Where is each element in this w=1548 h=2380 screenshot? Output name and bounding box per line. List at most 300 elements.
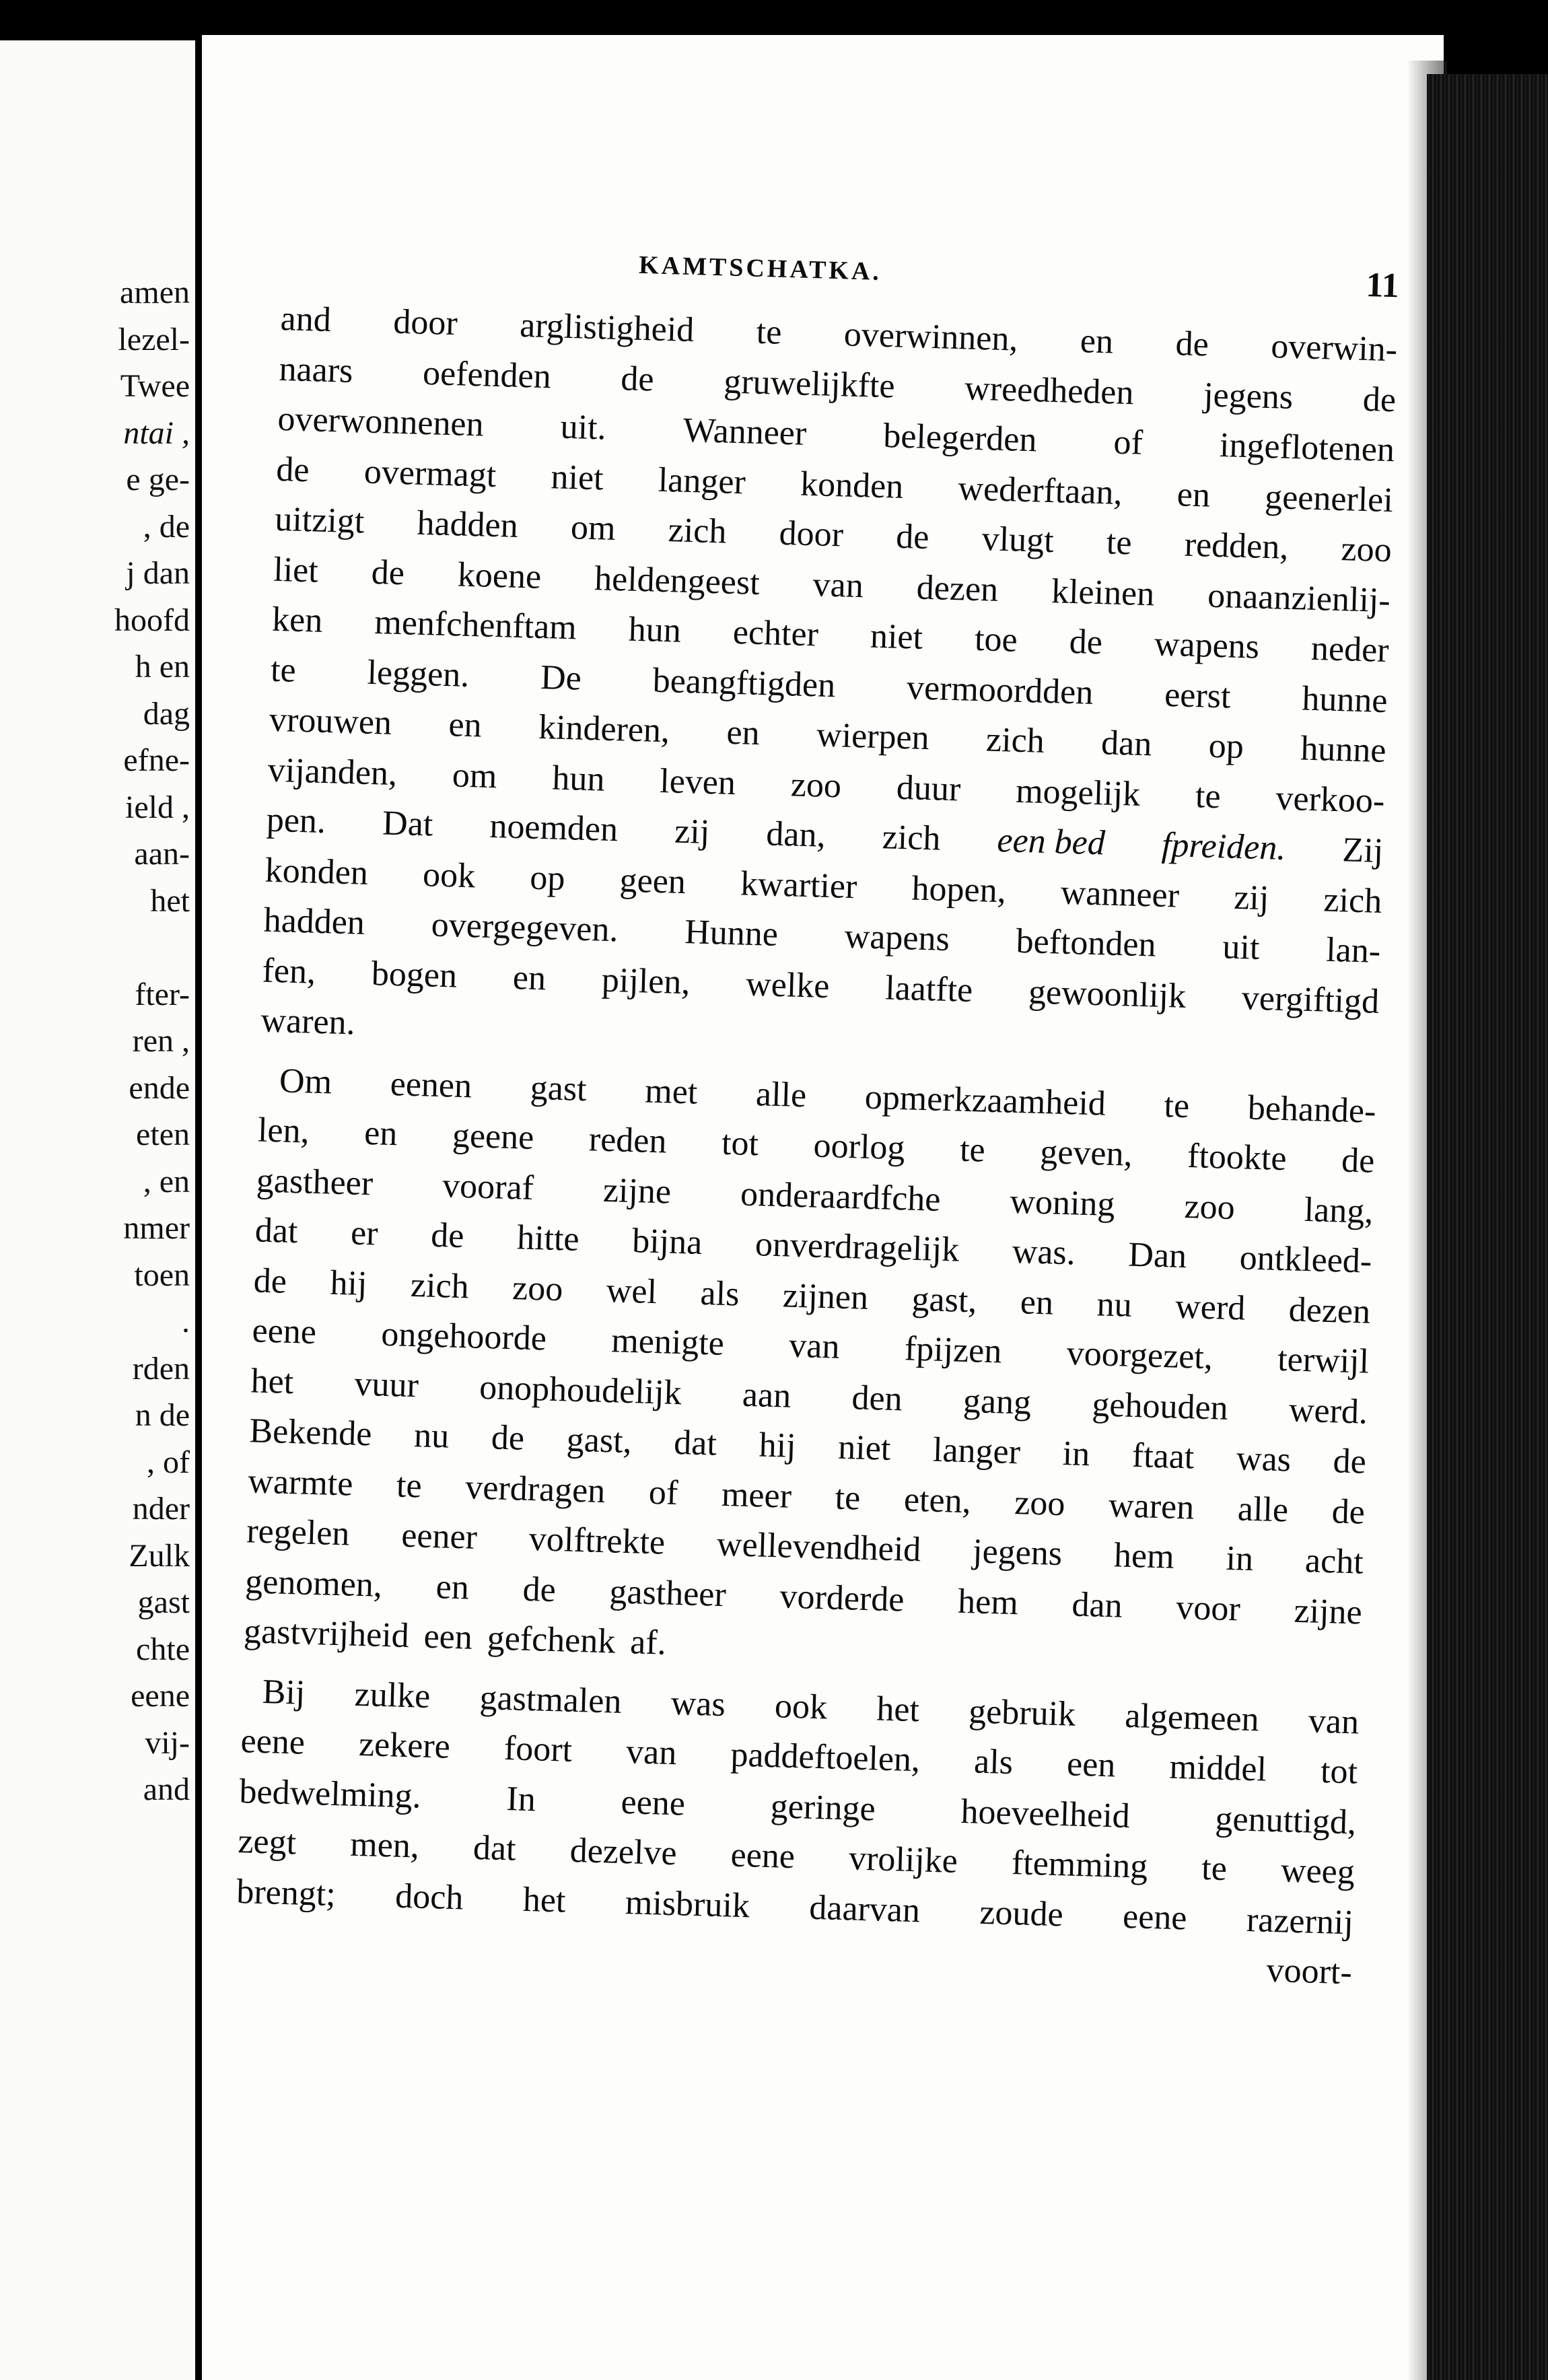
word: in xyxy=(1225,1539,1254,1579)
word: het xyxy=(522,1880,567,1920)
word: hoeveelheid xyxy=(960,1792,1131,1835)
word: nu xyxy=(1096,1284,1133,1325)
word: onophoudelijk xyxy=(479,1368,682,1412)
word: overwin- xyxy=(1270,327,1398,370)
word: onverdragelijk xyxy=(754,1225,960,1269)
word: dezelve xyxy=(569,1831,678,1873)
word: regelen xyxy=(246,1512,351,1553)
word: Wanneer xyxy=(682,411,808,453)
word: beftonden xyxy=(1015,921,1157,965)
left-fragment-line: vij- xyxy=(145,1724,190,1761)
word: gewoonlijk xyxy=(1028,972,1187,1016)
word: zich xyxy=(881,818,942,858)
word: wellevendheid xyxy=(716,1525,922,1570)
word: gruwelijkfte xyxy=(723,361,896,405)
word: was xyxy=(1236,1439,1292,1479)
word: zij xyxy=(674,812,711,852)
word: een bed xyxy=(996,821,1106,863)
word: of xyxy=(1113,423,1144,462)
word: langer xyxy=(932,1430,1021,1472)
word: dan, xyxy=(765,814,826,855)
word: jegens xyxy=(972,1532,1063,1574)
word: en xyxy=(1020,1282,1054,1323)
word: voor xyxy=(1175,1588,1241,1629)
word: en xyxy=(512,958,547,998)
word: fpreiden. xyxy=(1161,825,1287,868)
word: er xyxy=(350,1214,379,1253)
word: konden xyxy=(265,851,369,893)
word: vooraf xyxy=(442,1166,534,1208)
word: de xyxy=(430,1216,465,1256)
word: hunne xyxy=(1300,729,1387,771)
word: reden xyxy=(588,1120,668,1161)
word: wreedheden xyxy=(964,368,1135,412)
word: leggen. xyxy=(366,653,470,695)
word: fen, xyxy=(261,951,316,991)
word: vorderde xyxy=(779,1576,905,1619)
word: de xyxy=(253,1261,287,1301)
word: algemeen xyxy=(1124,1696,1260,1739)
word: Bij xyxy=(261,1672,306,1712)
word: zoude xyxy=(979,1893,1064,1934)
word: and xyxy=(279,299,332,340)
word: waren xyxy=(1108,1485,1195,1527)
word: de xyxy=(620,359,655,398)
word: eene xyxy=(1122,1897,1188,1937)
word: zich xyxy=(410,1265,470,1306)
word: neder xyxy=(1310,629,1390,670)
word: Om xyxy=(279,1061,332,1102)
word: vergiftigd xyxy=(1241,978,1380,1021)
word: vrouwen xyxy=(269,700,392,742)
word: Zij xyxy=(1341,831,1384,871)
word: acht xyxy=(1304,1541,1364,1582)
left-fragment-line: ren , xyxy=(132,1023,190,1059)
book-edge xyxy=(1427,74,1548,2380)
word: of xyxy=(648,1473,679,1512)
word: kleinen xyxy=(1051,571,1156,613)
word: verkoo- xyxy=(1275,779,1386,820)
word: fpijzen xyxy=(904,1329,1003,1371)
word: om xyxy=(570,508,617,548)
word: te xyxy=(1201,1849,1228,1889)
word: te xyxy=(756,312,783,352)
left-fragment-line: ntai , xyxy=(123,415,190,451)
word: ongehoorde xyxy=(380,1315,547,1358)
word: weeg xyxy=(1280,1851,1356,1892)
word: kwartier xyxy=(740,864,858,906)
word: oorlog xyxy=(812,1126,906,1168)
word: opmerkzaamheid xyxy=(864,1078,1106,1123)
word: gast, xyxy=(911,1280,978,1320)
word: zoo xyxy=(1014,1483,1066,1523)
word: en xyxy=(435,1567,470,1607)
word: wierpen xyxy=(816,715,930,758)
word: volftrekte xyxy=(528,1519,666,1562)
word: de xyxy=(1069,622,1103,662)
word: de xyxy=(1331,1492,1366,1532)
word: uit xyxy=(1222,928,1261,967)
word: was xyxy=(670,1683,726,1724)
word: zulke xyxy=(353,1675,431,1716)
left-fragment-line: j dan xyxy=(126,555,190,591)
word: gang xyxy=(962,1381,1032,1422)
word: gastheer xyxy=(256,1160,374,1203)
word: liet xyxy=(273,550,319,590)
word: alle xyxy=(1237,1489,1289,1529)
word: eene xyxy=(620,1782,686,1823)
word: langer xyxy=(658,460,746,501)
word: bijna xyxy=(631,1222,703,1262)
word: dezen xyxy=(916,568,999,609)
word: geenerlei xyxy=(1264,477,1394,520)
word: als xyxy=(973,1742,1014,1782)
word: laatfte xyxy=(884,968,974,1010)
word: de xyxy=(522,1570,557,1609)
left-fragment-line: efne- xyxy=(123,742,190,778)
word: nu xyxy=(413,1416,450,1456)
word: dan xyxy=(1100,724,1153,764)
left-fragment-line: eene xyxy=(131,1678,190,1714)
word: het xyxy=(250,1361,294,1401)
word: beangftigden xyxy=(652,661,836,705)
word: van xyxy=(625,1733,678,1773)
body-text xyxy=(234,294,1398,1998)
word: ingeflotenen xyxy=(1219,426,1395,470)
word: werd xyxy=(1174,1287,1246,1328)
left-page-fragment xyxy=(0,40,195,2380)
word: eener xyxy=(400,1516,478,1557)
left-fragment-line: chte xyxy=(136,1631,190,1667)
left-fragment-line: ield , xyxy=(125,789,190,825)
word: te xyxy=(1163,1086,1190,1125)
left-fragment-line: nder xyxy=(132,1491,190,1527)
word: Hunne xyxy=(684,913,779,954)
word: met xyxy=(644,1072,699,1112)
left-fragment-line: aan- xyxy=(134,836,190,872)
word: in xyxy=(1061,1434,1091,1474)
word: tot xyxy=(1320,1751,1358,1792)
word: genuttigd, xyxy=(1214,1799,1357,1842)
word: van xyxy=(812,565,864,605)
word: een xyxy=(423,1617,473,1657)
word: tot xyxy=(721,1123,759,1164)
word: leven xyxy=(659,761,736,802)
word: was. xyxy=(1012,1232,1076,1273)
word: men, xyxy=(349,1825,420,1866)
word: menigte xyxy=(610,1321,725,1363)
left-fragment-line: Zulk xyxy=(129,1537,190,1574)
left-fragment-line: lezel- xyxy=(118,321,190,357)
page-number: 11 xyxy=(1365,265,1400,306)
left-fragment-line: hoofd xyxy=(114,602,190,638)
word: echter xyxy=(732,612,819,654)
word: onderaardfche xyxy=(740,1175,942,1219)
word: ftemming xyxy=(1011,1844,1148,1886)
word: overmagt xyxy=(363,452,497,495)
word: ftaat xyxy=(1131,1436,1195,1477)
word: oefenden xyxy=(422,353,552,396)
word: de xyxy=(1362,380,1397,419)
word: door xyxy=(392,302,458,343)
word: van xyxy=(788,1326,841,1366)
word: ken xyxy=(271,600,324,640)
word: kinderen, xyxy=(538,707,670,750)
word: foort xyxy=(503,1729,573,1770)
word: dat xyxy=(673,1423,717,1463)
word: zijne xyxy=(1293,1591,1363,1632)
word: dat xyxy=(472,1828,517,1868)
word: belegerden xyxy=(882,417,1038,460)
left-fragment-line xyxy=(0,924,190,971)
page-content xyxy=(234,240,1399,1998)
word: uit. xyxy=(559,407,607,448)
word: koene xyxy=(457,555,542,596)
word: terwijl xyxy=(1277,1339,1370,1381)
word: gefchenk xyxy=(487,1619,617,1661)
word: daarvan xyxy=(808,1888,921,1930)
word: en xyxy=(1080,322,1114,361)
word: In xyxy=(505,1779,536,1819)
word: zoo xyxy=(512,1268,564,1308)
word: Dat xyxy=(382,804,434,844)
word: lang, xyxy=(1304,1190,1374,1231)
word: de xyxy=(275,450,310,489)
word: warmte xyxy=(247,1461,354,1504)
word: en xyxy=(726,713,761,753)
word: misbruik xyxy=(625,1883,750,1925)
word: zij xyxy=(1233,878,1270,917)
word: heldengeest xyxy=(594,559,761,602)
word: hij xyxy=(329,1263,368,1303)
word: pijlen, xyxy=(601,960,691,1002)
word: ook xyxy=(422,855,476,895)
word: hadden xyxy=(416,503,519,545)
word: razernij xyxy=(1246,1900,1354,1942)
word: eten, xyxy=(903,1480,972,1520)
word: wapens xyxy=(1154,625,1260,666)
word: zijnen xyxy=(782,1275,869,1317)
word: Dan xyxy=(1127,1235,1187,1276)
word: dat xyxy=(254,1211,299,1251)
word: gehouden xyxy=(1091,1385,1229,1428)
word: hunne xyxy=(1301,679,1388,720)
word: hem xyxy=(1113,1536,1175,1576)
word: uitzigt xyxy=(274,499,365,541)
left-fragment-line: , of xyxy=(147,1444,190,1480)
word: te xyxy=(1106,523,1133,563)
left-fragment-line: het xyxy=(150,882,190,919)
word: gastvrijheid xyxy=(243,1612,410,1656)
word: vermoordden xyxy=(906,668,1094,712)
word: hun xyxy=(628,610,682,650)
word: overgegeven. xyxy=(431,905,619,950)
word: voort- xyxy=(1265,1951,1353,1992)
word: ontkleed- xyxy=(1239,1238,1372,1281)
word: zich xyxy=(985,720,1045,761)
left-fragment-line: dag xyxy=(143,695,190,732)
word: zoo xyxy=(1340,530,1393,570)
word: verdragen xyxy=(464,1467,606,1510)
word: genomen, xyxy=(244,1562,383,1605)
left-page-text xyxy=(0,269,190,1813)
left-fragment-line: , de xyxy=(143,508,190,545)
word: arglistigheid xyxy=(519,306,695,350)
word: den xyxy=(851,1378,903,1418)
word: naars xyxy=(278,349,354,390)
word: zoo xyxy=(1183,1187,1236,1227)
word: pen. xyxy=(266,800,326,841)
word: te xyxy=(959,1130,986,1170)
word: op xyxy=(529,858,566,898)
left-fragment-line: nmer xyxy=(123,1210,190,1246)
left-fragment-line: eten xyxy=(136,1117,190,1152)
word: bedwelming. xyxy=(238,1772,422,1816)
word: het xyxy=(876,1689,920,1729)
word: zich xyxy=(668,511,728,551)
word: vlugt xyxy=(981,520,1055,561)
word: een xyxy=(1066,1745,1117,1785)
word: meer xyxy=(721,1475,792,1516)
left-fragment-line: e ge- xyxy=(126,462,190,497)
word: behande- xyxy=(1247,1088,1377,1131)
word: onaanzienlij- xyxy=(1207,576,1391,620)
word: menfchenftam xyxy=(374,603,577,648)
word: mogelijk xyxy=(1015,771,1141,814)
word: alle xyxy=(755,1074,807,1115)
left-fragment-line: ende xyxy=(129,1070,190,1106)
word: door xyxy=(778,514,844,555)
word: hitte xyxy=(516,1218,580,1259)
left-fragment-line: h en xyxy=(135,649,190,685)
word: overwinnen, xyxy=(843,315,1019,359)
word: de xyxy=(895,517,930,557)
word: hadden xyxy=(262,901,365,942)
word: als xyxy=(699,1273,740,1314)
word: zoo xyxy=(790,765,842,805)
word: middel xyxy=(1168,1747,1267,1789)
word: de xyxy=(1341,1141,1376,1181)
left-fragment-line: . xyxy=(182,1304,190,1339)
word: af. xyxy=(629,1623,667,1663)
word: doch xyxy=(394,1877,464,1917)
word: om xyxy=(452,755,498,796)
word: eenen xyxy=(390,1064,472,1105)
word: gast xyxy=(530,1068,588,1109)
word: redden, xyxy=(1184,525,1290,567)
word: de xyxy=(1174,324,1209,364)
word: geven, xyxy=(1039,1132,1133,1174)
word: aan xyxy=(742,1375,791,1415)
word: welke xyxy=(745,965,831,1006)
word: eene xyxy=(730,1835,796,1877)
word: wanneer xyxy=(1060,873,1180,915)
word: zich xyxy=(1323,880,1382,921)
word: eene xyxy=(251,1311,317,1352)
word: jegens xyxy=(1203,375,1294,417)
left-fragment-line: rden xyxy=(132,1350,190,1387)
word: De xyxy=(540,658,582,698)
word: geringe xyxy=(770,1786,876,1828)
word: geen xyxy=(619,860,687,901)
word: ftookte xyxy=(1187,1137,1288,1179)
word: waren. xyxy=(260,1001,356,1043)
word: de xyxy=(1332,1442,1367,1481)
running-title: KAMTSCHATKA. xyxy=(638,250,882,286)
left-fragment-line: n de xyxy=(135,1397,190,1433)
word: dan xyxy=(1071,1585,1123,1625)
word: overwonnenen xyxy=(277,399,485,444)
word: vrolijke xyxy=(848,1839,958,1881)
word: duur xyxy=(896,768,962,808)
word: wapens xyxy=(844,917,950,959)
left-fragment-line: gast xyxy=(137,1584,190,1620)
word: eene xyxy=(240,1722,306,1762)
word: de xyxy=(491,1418,525,1458)
word: hun xyxy=(551,759,606,799)
left-fragment-line: , en xyxy=(143,1163,190,1199)
word: te xyxy=(834,1478,861,1518)
word: voorgezet, xyxy=(1066,1334,1213,1377)
word: en xyxy=(448,705,483,745)
word: hem xyxy=(957,1582,1019,1622)
word: van xyxy=(1308,1701,1360,1741)
left-fragment-line: and xyxy=(143,1772,190,1807)
word: op xyxy=(1208,726,1244,767)
word: vuur xyxy=(353,1364,419,1405)
word: te xyxy=(1195,776,1222,816)
word: gast, xyxy=(566,1420,633,1461)
word: gebruik xyxy=(968,1691,1076,1734)
word: wel xyxy=(606,1271,658,1311)
left-fragment-line: Twee xyxy=(120,368,190,404)
word: len, xyxy=(257,1111,310,1151)
left-fragment-line: toen xyxy=(134,1257,190,1293)
word: ook xyxy=(774,1686,828,1726)
word: werd. xyxy=(1288,1390,1368,1432)
word: hopen, xyxy=(911,868,1007,910)
word: woning xyxy=(1009,1182,1116,1224)
word: te xyxy=(270,650,297,690)
word: en xyxy=(1176,475,1211,515)
word: Bekende xyxy=(248,1411,373,1454)
word: konden xyxy=(800,464,905,506)
word: lan- xyxy=(1325,930,1381,971)
word: gastheer xyxy=(608,1572,727,1614)
word: vijanden, xyxy=(267,750,398,793)
word: eerst xyxy=(1164,675,1232,716)
word: gastmalen xyxy=(479,1678,623,1721)
word: niet xyxy=(550,457,604,497)
word: dezen xyxy=(1288,1290,1371,1331)
word: te xyxy=(396,1465,423,1505)
word: wederftaan, xyxy=(957,468,1123,512)
main-page xyxy=(202,35,1444,2380)
word: noemden xyxy=(489,806,619,849)
word: de xyxy=(371,553,405,592)
word: en xyxy=(363,1113,398,1154)
word: paddeftoelen, xyxy=(730,1735,921,1780)
word: zekere xyxy=(358,1725,451,1766)
word: niet xyxy=(837,1428,892,1468)
word: zegt xyxy=(237,1822,297,1862)
word: niet xyxy=(870,617,923,657)
word: brengt; xyxy=(236,1872,337,1914)
word: zijne xyxy=(602,1170,672,1212)
left-fragment-line: amen xyxy=(120,275,190,310)
word: hij xyxy=(758,1426,797,1465)
word: bogen xyxy=(371,954,458,995)
